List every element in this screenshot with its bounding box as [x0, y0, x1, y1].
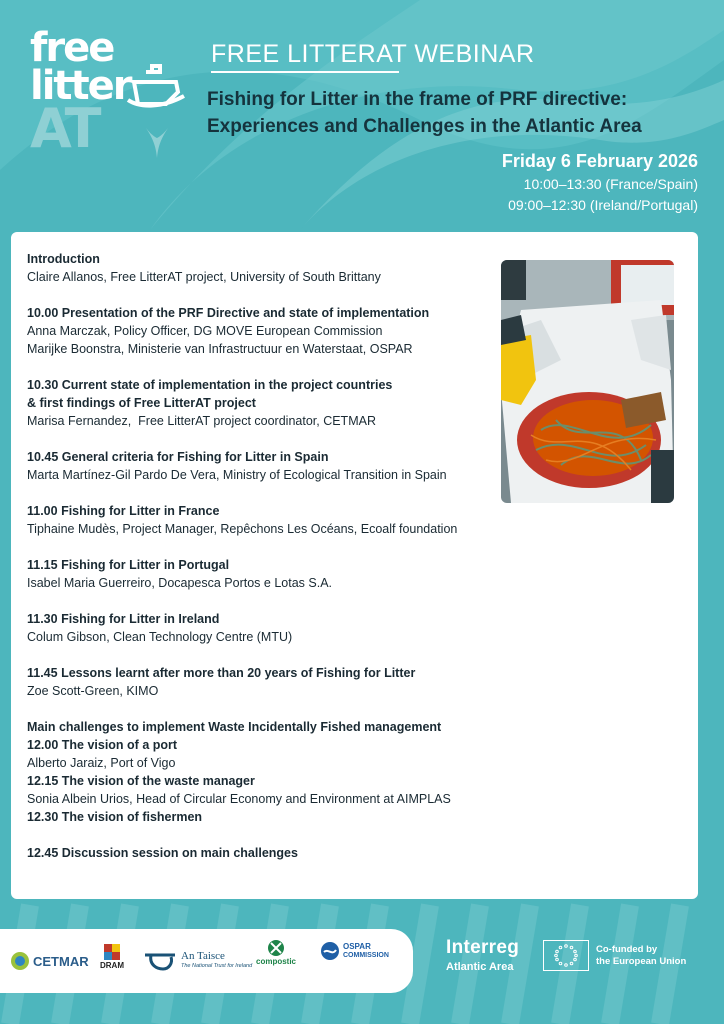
- interreg-logo: [446, 937, 519, 973]
- agenda-item: [27, 610, 497, 646]
- partner-compostic: [256, 939, 296, 966]
- agenda-item: [27, 502, 497, 538]
- partner-ospar: [320, 941, 389, 961]
- cetmar-logo-text: CETMAR: [33, 953, 89, 969]
- agenda-item-speaker: Marijke Boonstra, Ministerie van Infrastructuur en Waterstaat, OSPAR: [27, 342, 413, 356]
- an-taisce-tagline: The National Trust for Ireland: [181, 963, 253, 969]
- agenda-item-speaker: Isabel Maria Guerreiro, Docapesca Portos e Lotas S.A.: [27, 576, 333, 590]
- agenda-item: [27, 556, 497, 592]
- agenda-item-speaker: Sonia Albein Urios, Head of Circular Economy and Environment at AIMPLAS: [27, 792, 451, 806]
- webinar-underline: [211, 71, 399, 73]
- title-line-1: Fishing for Litter in the frame of PRF directive:: [207, 89, 628, 110]
- co-funded-text: [596, 944, 686, 968]
- agenda-item-speaker: Anna Marczak, Policy Officer, DG MOVE European Commission: [27, 324, 383, 338]
- agenda-item-title: 10.30 Current state of implementation in the project countries: [27, 378, 393, 392]
- agenda-item-speaker: Marisa Fernandez, Free LitterAT project coordinator, CETMAR: [27, 414, 376, 428]
- agenda-item-speaker: Tiphaine Mudès, Project Manager, Repêchons Les Océans, Ecoalf foundation: [27, 522, 458, 536]
- webinar-label: FREE LITTERAT WEBINAR: [211, 40, 535, 68]
- agenda-item-title: 12.45 Discussion session on main challenges: [27, 846, 298, 860]
- agenda-item-speaker: Colum Gibson, Clean Technology Centre (MTU): [27, 630, 293, 644]
- agenda-item-speaker: Alberto Jaraiz, Port of Vigo: [27, 756, 176, 770]
- agenda-list: [27, 250, 497, 862]
- agenda-item: [27, 448, 497, 484]
- agenda-card: [11, 232, 698, 899]
- compostic-logo-text: compostic: [256, 957, 297, 966]
- agenda-item-title: 12.00 The vision of a port: [27, 738, 178, 752]
- partner-logos-bar: [0, 929, 413, 993]
- agenda-item-speaker: Claire Allanos, Free LitterAT project, University of South Brittany: [27, 270, 381, 284]
- logo-text-free: free: [30, 25, 114, 71]
- agenda-item: [27, 304, 497, 358]
- event-date: Friday 6 February 2026: [501, 151, 698, 171]
- agenda-item-title: Introduction: [27, 252, 100, 266]
- agenda-item-title: 11.15 Fishing for Litter in Portugal: [27, 558, 230, 572]
- agenda-item-speaker: Zoe Scott-Green, KIMO: [27, 684, 159, 698]
- interreg-atlantic-area: Atlantic Area: [446, 961, 514, 973]
- agenda-item-title: 11.45 Lessons learnt after more than 20 years of Fishing for Litter: [27, 666, 416, 680]
- agenda-item-title: 11.00 Fishing for Litter in France: [27, 504, 220, 518]
- agenda-item-speaker: Marta Martínez-Gil Pardo De Vera, Ministry of Ecological Transition in Spain: [27, 468, 447, 482]
- agenda-item-title: 12.15 The vision of the waste manager: [27, 774, 255, 788]
- partner-dram: [100, 943, 124, 970]
- partner-cetmar: [10, 951, 89, 971]
- interreg-text: Interreg: [446, 937, 520, 958]
- co-funded-line-1: Co-funded by: [596, 944, 658, 955]
- event-title: [207, 86, 707, 140]
- agenda-item-title: 10.00 Presentation of the PRF Directive and state of implementation: [27, 306, 430, 320]
- eu-flag-icon: [543, 940, 589, 971]
- logo-text-litter: litter: [30, 63, 131, 109]
- partner-an-taisce: [143, 949, 252, 973]
- ospar-logo-icon: [320, 941, 340, 961]
- agenda-item: [27, 376, 497, 430]
- challenges-heading: Main challenges to implement Waste Incidentally Fished management: [27, 720, 442, 734]
- agenda-item-title: 10.45 General criteria for Fishing for Litter in Spain: [27, 450, 329, 464]
- free-litterat-logo: [30, 25, 190, 168]
- dram-logo-text: DRAM: [100, 961, 124, 970]
- ospar-logo-subtext: COMMISSION: [343, 952, 389, 959]
- agenda-item: [27, 250, 497, 286]
- event-time-france-spain: 10:00–13:30 (France/Spain): [523, 176, 698, 192]
- agenda-item-title: 12.30 The vision of fishermen: [27, 810, 203, 824]
- agenda-item-title: 11.30 Fishing for Litter in Ireland: [27, 612, 220, 626]
- cetmar-logo-icon: [10, 951, 30, 971]
- fishing-litter-photo: [501, 260, 674, 503]
- agenda-item: [27, 664, 497, 700]
- an-taisce-logo-text: An Taisce: [181, 950, 225, 962]
- agenda-item-title-continued: & first findings of Free LitterAT project: [27, 396, 256, 410]
- dram-logo-icon: [103, 943, 121, 961]
- ospar-logo-text: OSPAR: [343, 942, 371, 951]
- compostic-logo-icon: [267, 939, 285, 957]
- title-line-2: Experiences and Challenges in the Atlantic Area: [207, 116, 642, 137]
- agenda-item: [27, 844, 497, 862]
- co-funded-line-2: the European Union: [596, 956, 687, 967]
- logo-text-at: AT: [30, 97, 99, 160]
- challenges-section: [27, 718, 497, 826]
- boat-icon: [126, 62, 186, 112]
- fish-tail-icon: [142, 126, 172, 160]
- event-time-ireland-portugal: 09:00–12:30 (Ireland/Portugal): [508, 197, 698, 213]
- an-taisce-logo-icon: [143, 949, 177, 973]
